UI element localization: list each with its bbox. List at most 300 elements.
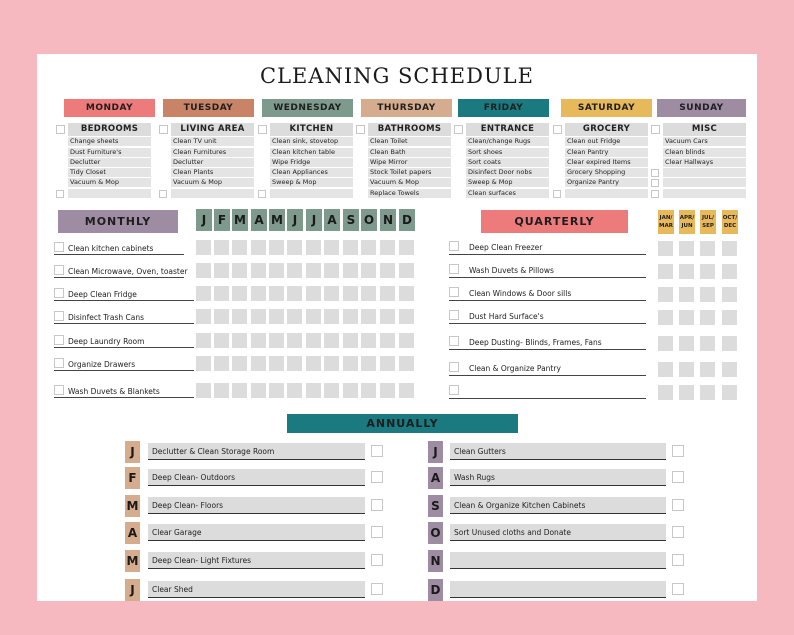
monthly-task-label: Deep Laundry Room (68, 337, 145, 346)
task-row (68, 148, 151, 157)
task-label: Dust Furniture's (70, 147, 122, 156)
month-cell[interactable] (306, 263, 321, 278)
task-row (171, 158, 254, 167)
month-cell[interactable] (343, 240, 358, 255)
quarter-cell[interactable] (722, 385, 737, 400)
task-label: Vacuum Cars (665, 137, 708, 146)
monthly-badge: MONTHLY (58, 210, 178, 233)
room-heading (466, 123, 549, 136)
quarter-header (700, 210, 716, 234)
month-cell[interactable] (361, 309, 376, 324)
task-label: Vacuum & Mop (173, 178, 222, 187)
checkbox[interactable] (651, 190, 659, 198)
annual-task: Deep Clean- Floors (148, 497, 365, 514)
checkbox[interactable] (454, 125, 463, 134)
task-label: Grocery Shopping (567, 168, 626, 177)
room-column (159, 123, 254, 198)
month-cell[interactable] (214, 263, 229, 278)
month-cell[interactable] (306, 356, 321, 371)
checkbox[interactable] (553, 190, 561, 198)
quarter-cell[interactable] (700, 385, 715, 400)
quarter-cell[interactable] (700, 310, 715, 325)
checkbox[interactable] (258, 125, 267, 134)
checkbox[interactable] (449, 264, 459, 274)
monthly-task (54, 289, 194, 301)
checkbox[interactable] (449, 336, 459, 346)
task-row (565, 158, 648, 167)
month-cell[interactable] (251, 309, 266, 324)
task-row (270, 168, 353, 177)
month-header: J (196, 209, 212, 231)
month-cell[interactable] (214, 309, 229, 324)
room-column (356, 123, 451, 198)
annual-month: M (125, 550, 140, 572)
task-row (68, 137, 151, 146)
annual-checkbox[interactable] (672, 583, 684, 595)
month-cell[interactable] (380, 263, 395, 278)
month-cell[interactable] (361, 333, 376, 348)
quarter-cell[interactable] (658, 310, 673, 325)
month-header: D (399, 209, 415, 231)
month-cell[interactable] (306, 286, 321, 301)
quarter-cell[interactable] (658, 362, 673, 377)
month-cell[interactable] (251, 240, 266, 255)
month-cell[interactable] (214, 240, 229, 255)
checkbox[interactable] (54, 385, 64, 395)
task-row (466, 137, 549, 146)
task-label: Vacuum & Mop (70, 178, 119, 187)
month-cell[interactable] (343, 356, 358, 371)
month-cell[interactable] (214, 356, 229, 371)
month-header: O (361, 209, 377, 231)
month-cell[interactable] (399, 383, 414, 398)
month-cell[interactable] (324, 309, 339, 324)
month-cell[interactable] (343, 286, 358, 301)
month-cell[interactable] (361, 263, 376, 278)
monthly-task-label: Wash Duvets & Blankets (68, 387, 160, 396)
month-cell[interactable] (380, 240, 395, 255)
task-label: Vacuum & Mop (370, 178, 419, 187)
monthly-task (54, 386, 194, 398)
month-cell[interactable] (343, 333, 358, 348)
checkbox[interactable] (56, 125, 65, 134)
quarter-cell[interactable] (658, 264, 673, 279)
annual-month: D (428, 579, 443, 601)
task-row (466, 168, 549, 177)
task-label: Disinfect Door nobs (468, 168, 532, 177)
room-heading (663, 123, 746, 136)
quarterly-task (449, 289, 646, 301)
month-cell[interactable] (399, 263, 414, 278)
checkbox[interactable] (54, 358, 64, 368)
month-cell[interactable] (232, 263, 247, 278)
task-label: Clean/change Rugs (468, 137, 531, 146)
quarter-cell[interactable] (722, 362, 737, 377)
room-heading (68, 123, 151, 136)
room-label: ENTRANCE (480, 124, 535, 134)
annual-task: Declutter & Clean Storage Room (148, 443, 365, 460)
month-cell[interactable] (232, 333, 247, 348)
checkbox[interactable] (651, 169, 659, 177)
monthly-task-label: Organize Drawers (68, 360, 136, 369)
quarter-cell[interactable] (679, 287, 694, 302)
annual-task: Deep Clean- Outdoors (148, 469, 365, 486)
quarter-start: JAN/ (659, 215, 673, 221)
checkbox[interactable] (449, 362, 459, 372)
task-label: Clear expired Items (567, 157, 631, 166)
annual-checkbox[interactable] (371, 499, 383, 511)
room-label: MISC (691, 124, 718, 134)
annual-checkbox[interactable] (371, 583, 383, 595)
month-cell[interactable] (361, 383, 376, 398)
checkbox[interactable] (54, 265, 64, 275)
quarter-cell[interactable] (722, 287, 737, 302)
task-row (68, 168, 151, 177)
quarter-cell[interactable] (722, 336, 737, 351)
quarter-cell[interactable] (700, 362, 715, 377)
checkbox[interactable] (651, 179, 659, 187)
task-row (68, 158, 151, 167)
task-row (171, 137, 254, 146)
quarter-cell[interactable] (658, 287, 673, 302)
annual-task: Clear Shed (148, 581, 365, 598)
annual-task: Clean & Organize Kitchen Cabinets (450, 497, 666, 514)
month-cell[interactable] (399, 240, 414, 255)
room-heading (368, 123, 451, 136)
month-header: N (380, 209, 396, 231)
month-cell[interactable] (380, 309, 395, 324)
annual-month: A (125, 522, 140, 544)
month-cell[interactable] (399, 333, 414, 348)
annual-month: J (125, 441, 140, 463)
task-row (663, 189, 746, 198)
quarter-cell[interactable] (679, 264, 694, 279)
quarter-end: DEC (723, 223, 737, 229)
checkbox[interactable] (651, 125, 660, 134)
month-cell[interactable] (380, 356, 395, 371)
task-row (270, 148, 353, 157)
task-label: Clean Toilet (370, 137, 408, 146)
month-cell[interactable] (251, 383, 266, 398)
annual-checkbox[interactable] (672, 445, 684, 457)
day-header-tuesday: TUESDAY (163, 99, 254, 117)
month-cell[interactable] (287, 286, 302, 301)
month-cell[interactable] (269, 333, 284, 348)
month-cell[interactable] (287, 356, 302, 371)
monthly-task (54, 312, 194, 324)
annual-task (450, 581, 666, 598)
task-row (368, 178, 451, 187)
quarterly-task-label: Wash Duvets & Pillows (469, 266, 554, 275)
task-label: Organize Pantry (567, 178, 619, 187)
task-row (368, 137, 451, 146)
month-cell[interactable] (269, 356, 284, 371)
quarter-cell[interactable] (679, 362, 694, 377)
task-label: Change sheets (70, 137, 119, 146)
quarterly-task-label: Dust Hard Surface's (469, 312, 544, 321)
annual-task: Clean Gutters (450, 443, 666, 460)
quarterly-badge: QUARTERLY (481, 210, 628, 233)
month-cell[interactable] (287, 383, 302, 398)
month-cell[interactable] (361, 356, 376, 371)
month-cell[interactable] (287, 309, 302, 324)
quarter-cell[interactable] (658, 336, 673, 351)
month-cell[interactable] (306, 309, 321, 324)
month-cell[interactable] (196, 240, 211, 255)
month-cell[interactable] (324, 263, 339, 278)
quarterly-task-label: Clean Windows & Door sills (469, 289, 572, 298)
task-row (565, 168, 648, 177)
room-column (553, 123, 648, 198)
checkbox[interactable] (54, 311, 64, 321)
annual-checkbox[interactable] (672, 499, 684, 511)
annually-badge: ANNUALLY (287, 414, 518, 433)
month-cell[interactable] (306, 333, 321, 348)
month-header: A (324, 209, 340, 231)
month-header: J (306, 209, 322, 231)
month-cell[interactable] (380, 286, 395, 301)
month-cell[interactable] (324, 240, 339, 255)
task-label: Declutter (70, 157, 101, 166)
monthly-task-label: Clean kitchen cabinets (68, 244, 154, 253)
task-row (565, 178, 648, 187)
monthly-task (54, 243, 184, 255)
month-cell[interactable] (287, 240, 302, 255)
room-heading (270, 123, 353, 136)
quarter-header (722, 210, 738, 234)
task-label: Clean surfaces (468, 188, 516, 197)
room-heading (171, 123, 254, 136)
annual-task: Clear Garage (148, 524, 365, 541)
annual-checkbox[interactable] (371, 526, 383, 538)
month-header: S (343, 209, 359, 231)
task-row (171, 168, 254, 177)
month-cell[interactable] (196, 309, 211, 324)
quarter-cell[interactable] (722, 310, 737, 325)
month-cell[interactable] (269, 286, 284, 301)
checkbox[interactable] (54, 335, 64, 345)
task-label: Wipe Mirror (370, 157, 408, 166)
room-column (56, 123, 151, 198)
task-row (663, 148, 746, 157)
month-cell[interactable] (232, 286, 247, 301)
task-row (663, 178, 746, 187)
room-label: GROCERY (582, 124, 631, 134)
checkbox[interactable] (258, 190, 266, 198)
month-cell[interactable] (343, 309, 358, 324)
quarterly-task (449, 387, 646, 399)
month-cell[interactable] (287, 333, 302, 348)
quarter-cell[interactable] (658, 241, 673, 256)
task-label: Clean Bath (370, 147, 406, 156)
checkbox[interactable] (56, 190, 64, 198)
checkbox[interactable] (449, 310, 459, 320)
task-row (68, 189, 151, 198)
month-cell[interactable] (196, 286, 211, 301)
task-row (466, 189, 549, 198)
checkbox[interactable] (449, 241, 459, 251)
task-row (171, 148, 254, 157)
task-label: Sweep & Mop (272, 178, 317, 187)
quarter-end: SEP (702, 223, 714, 229)
task-label: Clean Furnitures (173, 147, 227, 156)
month-cell[interactable] (251, 356, 266, 371)
task-row (171, 189, 254, 198)
quarter-end: MAR (659, 223, 673, 229)
month-cell[interactable] (232, 309, 247, 324)
checkbox[interactable] (356, 125, 365, 134)
annual-checkbox[interactable] (371, 554, 383, 566)
month-cell[interactable] (232, 240, 247, 255)
month-cell[interactable] (214, 383, 229, 398)
month-cell[interactable] (196, 383, 211, 398)
month-cell[interactable] (251, 263, 266, 278)
month-cell[interactable] (324, 356, 339, 371)
checkbox[interactable] (449, 385, 459, 395)
day-header-friday: FRIDAY (458, 99, 549, 117)
quarterly-task (449, 243, 646, 255)
task-row (270, 178, 353, 187)
month-cell[interactable] (361, 240, 376, 255)
month-cell[interactable] (306, 383, 321, 398)
quarter-cell[interactable] (658, 385, 673, 400)
quarter-cell[interactable] (679, 336, 694, 351)
monthly-task (54, 266, 188, 278)
task-row (368, 189, 451, 198)
task-label: Replace Towels (370, 188, 420, 197)
task-row (565, 137, 648, 146)
month-cell[interactable] (287, 263, 302, 278)
task-row (368, 148, 451, 157)
task-label: Tidy Closet (70, 168, 106, 177)
room-column (651, 123, 746, 198)
annual-task: Deep Clean- Light Fixtures (148, 552, 365, 569)
annual-checkbox[interactable] (371, 445, 383, 457)
quarterly-task (449, 364, 646, 376)
task-label: Clean sink, stovetop (272, 137, 339, 146)
task-label: Sort coats (468, 157, 501, 166)
month-cell[interactable] (399, 286, 414, 301)
monthly-task-label: Disinfect Trash Cans (68, 313, 145, 322)
task-row (68, 178, 151, 187)
month-cell[interactable] (306, 240, 321, 255)
task-label: Clear Hallways (665, 157, 714, 166)
quarterly-task (449, 338, 646, 350)
task-row (663, 168, 746, 177)
annual-checkbox[interactable] (672, 471, 684, 483)
monthly-task-label: Clean Microwave, Oven, toaster (68, 267, 188, 276)
task-label: Clean Plants (173, 168, 214, 177)
task-row (270, 137, 353, 146)
quarter-cell[interactable] (700, 336, 715, 351)
month-cell[interactable] (269, 309, 284, 324)
month-cell[interactable] (214, 286, 229, 301)
month-cell[interactable] (251, 286, 266, 301)
annual-month: N (428, 550, 443, 572)
task-label: Clean Pantry (567, 147, 609, 156)
task-row (565, 148, 648, 157)
task-row (368, 158, 451, 167)
task-row (565, 189, 648, 198)
month-cell[interactable] (269, 383, 284, 398)
page-title: CLEANING SCHEDULE (260, 64, 534, 88)
month-cell[interactable] (196, 263, 211, 278)
month-cell[interactable] (324, 383, 339, 398)
month-cell[interactable] (324, 286, 339, 301)
month-cell[interactable] (214, 333, 229, 348)
task-row (270, 158, 353, 167)
day-header-saturday: SATURDAY (561, 99, 652, 117)
annual-checkbox[interactable] (672, 554, 684, 566)
task-label: Stock Toilet papers (370, 168, 432, 177)
annual-task: Wash Rugs (450, 469, 666, 486)
quarter-cell[interactable] (700, 264, 715, 279)
quarter-cell[interactable] (722, 241, 737, 256)
month-header: M (269, 209, 285, 231)
room-column (258, 123, 353, 198)
room-label: LIVING AREA (180, 124, 245, 134)
month-cell[interactable] (269, 263, 284, 278)
month-cell[interactable] (399, 309, 414, 324)
checkbox[interactable] (54, 288, 64, 298)
checkbox[interactable] (54, 242, 64, 252)
month-cell[interactable] (196, 356, 211, 371)
month-cell[interactable] (269, 240, 284, 255)
month-cell[interactable] (251, 333, 266, 348)
monthly-task (54, 336, 194, 348)
task-label: Sweep & Mop (468, 178, 513, 187)
task-label: Declutter (173, 157, 204, 166)
month-cell[interactable] (343, 383, 358, 398)
month-cell[interactable] (232, 356, 247, 371)
checkbox[interactable] (449, 287, 459, 297)
month-cell[interactable] (324, 333, 339, 348)
quarter-cell[interactable] (679, 385, 694, 400)
month-cell[interactable] (232, 383, 247, 398)
annual-month: J (125, 579, 140, 601)
quarter-cell[interactable] (679, 241, 694, 256)
quarter-cell[interactable] (700, 241, 715, 256)
month-header: F (214, 209, 230, 231)
checkbox[interactable] (159, 125, 168, 134)
task-label: Clean kitchen table (272, 147, 335, 156)
quarter-cell[interactable] (700, 287, 715, 302)
month-cell[interactable] (343, 263, 358, 278)
checkbox[interactable] (159, 190, 167, 198)
quarterly-task-label: Clean & Organize Pantry (469, 364, 561, 373)
month-cell[interactable] (361, 286, 376, 301)
annual-checkbox[interactable] (371, 471, 383, 483)
room-heading (565, 123, 648, 136)
annual-checkbox[interactable] (672, 526, 684, 538)
month-cell[interactable] (399, 356, 414, 371)
month-cell[interactable] (380, 383, 395, 398)
quarter-cell[interactable] (679, 310, 694, 325)
quarter-end: JUN (681, 223, 693, 229)
quarter-cell[interactable] (722, 264, 737, 279)
month-header: A (251, 209, 267, 231)
checkbox[interactable] (553, 125, 562, 134)
room-label: BEDROOMS (80, 124, 139, 134)
task-label: Clean out Fridge (567, 137, 621, 146)
task-row (663, 137, 746, 146)
month-cell[interactable] (196, 333, 211, 348)
task-row (466, 158, 549, 167)
annual-month: A (428, 467, 443, 489)
month-cell[interactable] (380, 333, 395, 348)
annual-task: Sort Unused cloths and Donate (450, 524, 666, 541)
task-row (270, 189, 353, 198)
